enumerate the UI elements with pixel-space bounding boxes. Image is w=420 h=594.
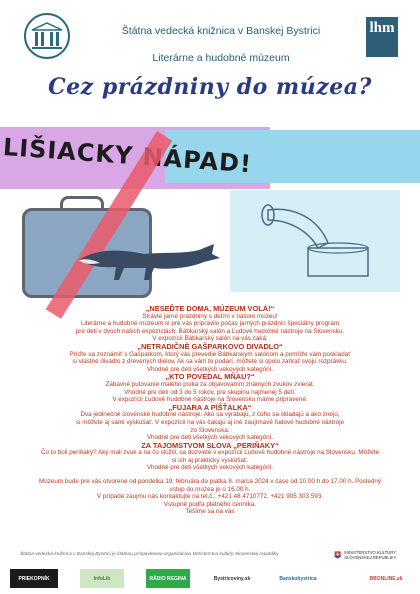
body-line: Čo to boli periňaky? Aký mali zvuk a na čo slúžili, sa dozviete v expozícii Ľudové hudobné nástroje na Slovensku. Môžete [40, 449, 380, 457]
body-line: Vhodné pre deti všetkých vekových kategórií. [146, 365, 274, 373]
slogan: LIŠIACKY NÁPAD! [2, 133, 253, 179]
sponsor-bbonline[interactable]: BBONLINE.sk [369, 575, 403, 582]
body-line: Literárne a hudobné múzeum si pre vás pripravilo počas jarných prázdnin špeciálny program [81, 320, 339, 328]
body-line: Vhodné pre deti všetkých vekových kategórií. [146, 464, 274, 472]
program-heading: „NETRADIČNÉ GAŠPARKOVO DIVADLO“ [137, 341, 283, 351]
body-line: si ich aj prakticky vyskúšať. [171, 456, 249, 464]
library-logo [24, 13, 70, 59]
sponsor-radio-regina[interactable]: RÁDIO REGINA [146, 569, 190, 588]
sponsor-infolib[interactable]: InfoLib [80, 569, 124, 588]
sponsor-banskobystrica[interactable]: Banskobystrica [279, 575, 317, 582]
info-line: vstup do múzea je o 16.00 h. [169, 485, 251, 493]
body-line: Príďte sa zoznámiť s Gašparkom, ktorý vás prevedie Bábkarským salónom a pomôže vám poskladať [69, 350, 351, 358]
ministry-logo [334, 545, 408, 565]
info-line: Múzeum bude pre vás otvorené od pondelka 19. februára do piatka 8. marca 2024 v čase od 10.00 h do 17.00 h. Posledný [38, 478, 381, 486]
sponsor-priekopnik[interactable]: PRIEKOPNÍK [10, 569, 58, 588]
program-heading: „FUJARA A PÍŠŤALKA“ [168, 402, 252, 412]
body-line: Zábavné putovanie malého psíka za objavovaním známych zvukov zvierat. [105, 380, 315, 388]
ministry-name: MINISTERSTVO KULTÚRY SLOVENSKEJ REPUBLIKY [344, 550, 397, 560]
intro-heading: „NESEĎTE DOMA, MÚZEUM VOLÁ!“ [145, 304, 275, 313]
body-line: Strávte jarné prázdniny s deťmi v našom múzeu! [142, 312, 278, 320]
body-line: pre deti v dvoch našich expozíciách: Bábkarský salón a Ľudové hudobné nástroje na Slovensku. [75, 327, 345, 335]
museum-logo: lhm [366, 17, 398, 57]
body-line: Vhodné pre deti všetkých vekových kategórií. [146, 434, 274, 442]
building-icon [30, 21, 64, 51]
body-line: Vhodné pre deti od 3 do 5 rokov, pre skupinu najmenej 5 detí. [124, 388, 296, 396]
poster-title: Cez prázdniny do múzea? [48, 74, 372, 100]
sponsor-bystricoviny[interactable]: Bystricoviny.sk [213, 575, 251, 582]
footer-note: Štátna vedecká knižnica v Banskej Bystrici je štátnou príspevkovou organizáciou Ministerstva kultúry Slovenskej republiky [20, 552, 279, 557]
info-line: Vstupné podľa platného cenníka. [163, 500, 257, 508]
body-line: si vlastné divadlo z drevených dielov. Ak sa vám to podarí, môžete si spolu zahrať svoju rozprávku. [72, 358, 348, 366]
museum-name: Literárne a hudobné múzeum [152, 52, 290, 64]
info-line: V prípade záujmu nás kontaktujte na tel.č.: +421 48 4710772, +421 905 303 593. [96, 493, 324, 501]
program-heading: „KTO POVEDAL MŇAU?“ [165, 372, 255, 382]
info-line: Tešíme sa na vás [185, 508, 235, 516]
body-line: V expozícii Ľudové hudobné nástroje na Slovensku máme pripravené: [112, 396, 308, 404]
body-line: si môžete aj sami vyskúšať. V expozícii na vás čakajú aj iné zaujímavé ľudové hudobné nástroje [75, 418, 345, 426]
body-line: V expozícii Bábkarský salón na vás čaká: [152, 335, 268, 343]
program-heading: ZA TAJOMSTVOM SLOVA „PERIŇAKY“ [141, 440, 279, 450]
body-line: zo Slovenska. [190, 426, 230, 434]
institution-name: Štátna vedecká knižnica v Banskej Bystrici [121, 25, 321, 37]
body-line: Dva jedinečné slovenské hudobné nástroje. Ako sa vyrábajú, z čoho sa skladajú a ako znejú, [80, 411, 340, 419]
intro-block [18, 305, 402, 516]
fox-illustration [74, 232, 224, 282]
coat-of-arms-icon [334, 548, 341, 562]
gramophone-illustration [248, 198, 378, 288]
